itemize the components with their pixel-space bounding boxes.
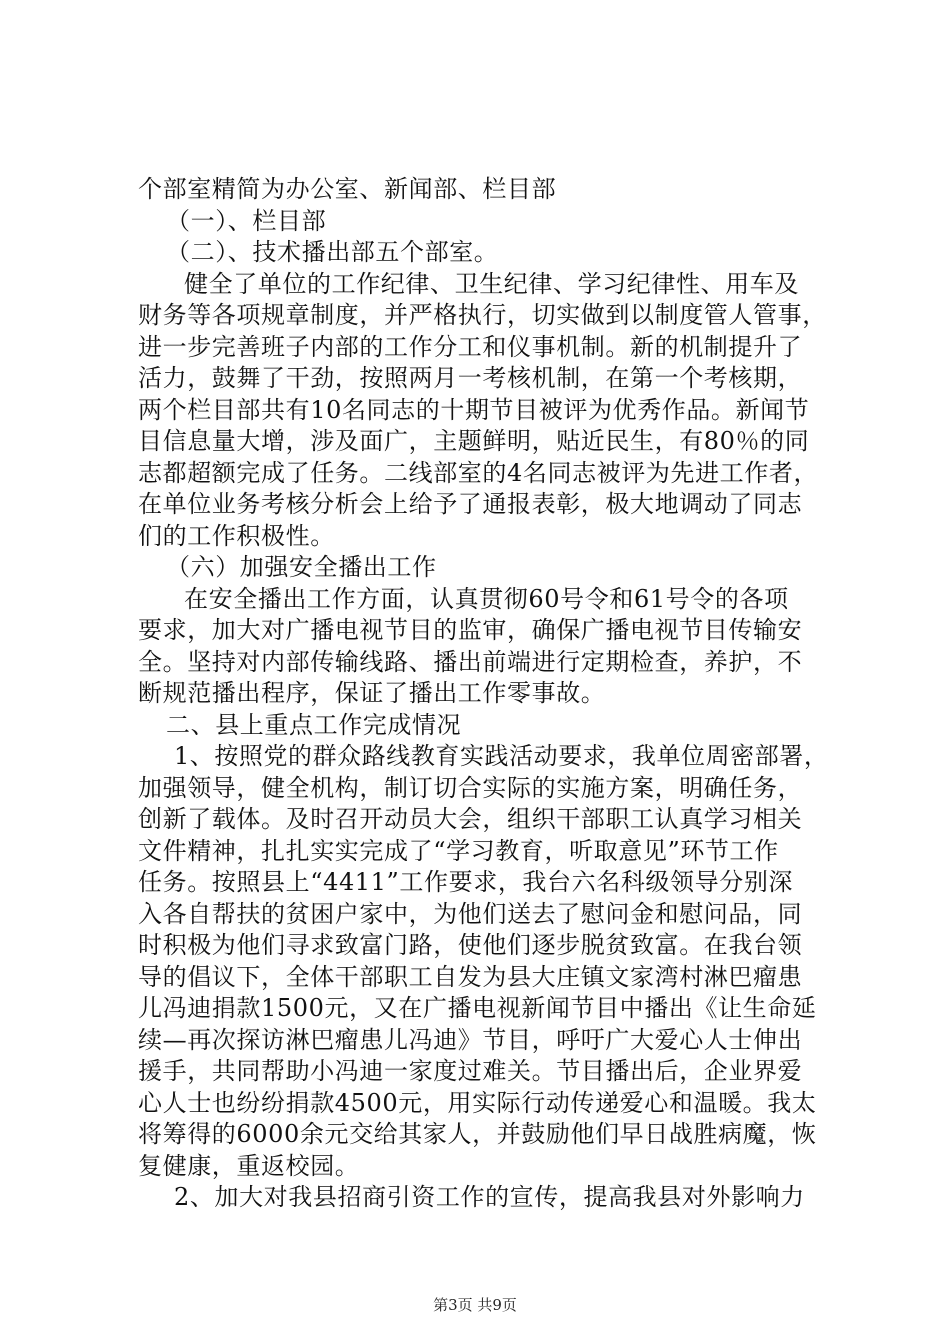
text-line: 活力，鼓舞了干劲，按照两月一考核机制，在第一个考核期，: [138, 364, 803, 392]
text-line: 入各自帮扶的贫困户家中，为他们送去了慰问金和慰问品，同: [138, 899, 803, 928]
text-line: 续—再次探访淋巴瘤患儿冯迪》节目，呼吁广大爱心人士伸出: [138, 1025, 803, 1054]
text-line: 儿冯迪捐款1500元，又在广播电视新闻节目中播出《让生命延: [138, 994, 817, 1022]
text-line: 时积极为他们寻求致富门路，使他们逐步脱贫致富。在我台领: [138, 931, 803, 959]
page-footer: 第3页 共9页: [433, 1296, 517, 1314]
text-line: 援手，共同帮助小冯迪一家度过难关。节目播出后，企业界爱: [138, 1057, 803, 1085]
text-line: （一）、栏目部: [166, 206, 327, 235]
text-line: （六）加强安全播出工作: [166, 553, 437, 581]
text-line: 复健康，重返校园。: [138, 1151, 360, 1180]
text-line: 文件精神，扎扎实实完成了“学习教育，听取意见”环节工作: [138, 836, 779, 865]
text-line: 个部室精简为办公室、新闻部、栏目部: [138, 175, 557, 203]
text-line: 财务等各项规章制度，并严格执行，切实做到以制度管人管事，: [138, 301, 827, 329]
text-line: 在安全播出工作方面，认真贯彻60号令和61号令的各项: [184, 584, 789, 613]
text-line: 将筹得的6000余元交给其家人，并鼓励他们早日战胜病魔，恢: [138, 1120, 817, 1148]
text-line: 在单位业务考核分析会上给予了通报表彰，极大地调动了同志: [138, 490, 803, 518]
text-line: 健全了单位的工作纪律、卫生纪律、学习纪律性、用车及: [184, 269, 799, 298]
text-line: 目信息量大增，涉及面广，主题鲜明，贴近民生，有80％的同: [138, 427, 810, 455]
text-line: 们的工作积极性。: [138, 521, 335, 550]
text-line: 志都超额完成了任务。二线部室的4名同志被评为先进工作者，: [138, 458, 819, 487]
text-line: 任务。按照县上“4411”工作要求，我台六名科级领导分别深: [138, 868, 794, 896]
text-line: 两个栏目部共有10名同志的十期节目被评为优秀作品。新闻节: [138, 395, 810, 424]
text-line: 导的倡议下，全体干部职工自发为县大庄镇文家湾村淋巴瘤患: [138, 962, 803, 991]
text-line: 要求，加大对广播电视节目的监审，确保广播电视节目传输安: [138, 616, 803, 644]
text-line: 断规范播出程序，保证了播出工作零事故。: [138, 679, 606, 707]
text-line: 全。坚持对内部传输线路、播出前端进行定期检查，养护，不: [138, 647, 803, 676]
text-line: 二、县上重点工作完成情况: [166, 710, 462, 739]
text-line: 1、按照党的群众路线教育实践活动要求，我单位周密部署，: [173, 742, 829, 770]
text-line: （二）、技术播出部五个部室。: [166, 238, 499, 266]
text-line: 加强领导，健全机构，制订切合实际的实施方案，明确任务，: [138, 773, 803, 802]
text-line: 进一步完善班子内部的工作分工和仪事机制。新的机制提升了: [138, 332, 803, 361]
text-line: 2、加大对我县招商引资工作的宣传，提高我县对外影响力: [174, 1183, 805, 1211]
text-line: 创新了载体。及时召开动员大会，组织干部职工认真学习相关: [138, 805, 803, 833]
document-body: [138, 174, 828, 1214]
text-line: 心人士也纷纷捐款4500元，用实际行动传递爱心和温暖。我太: [138, 1088, 817, 1117]
